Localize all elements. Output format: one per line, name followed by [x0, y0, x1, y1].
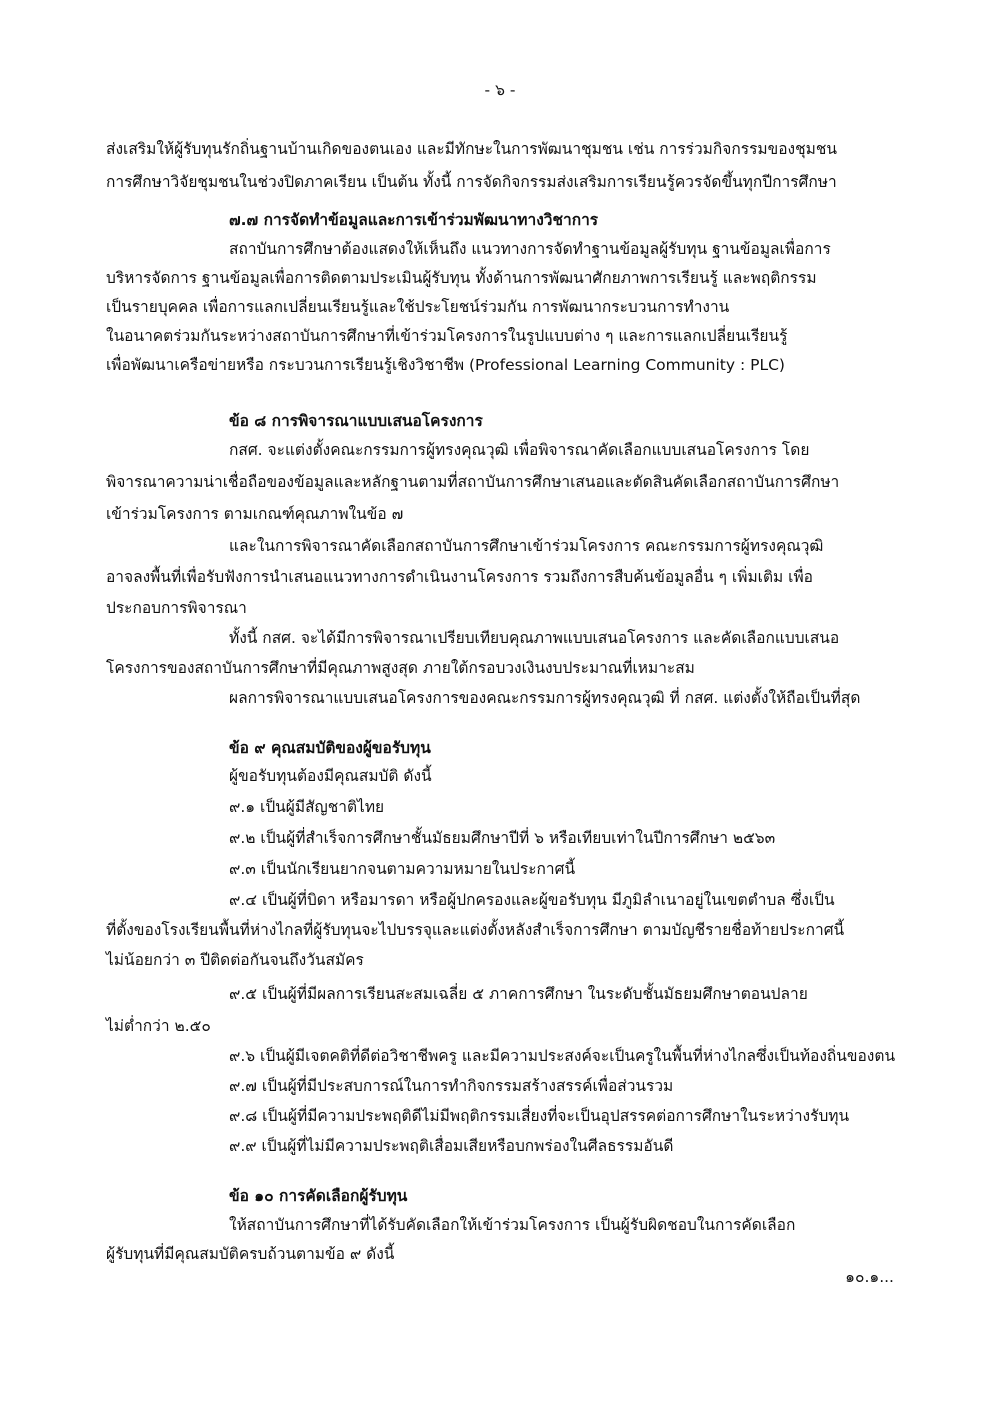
section-8-p1-line-3: เข้าร่วมโครงการ ตามเกณฑ์คุณภาพในข้อ ๗ [106, 505, 404, 523]
intro-line-2: การศึกษาวิจัยชุมชนในช่วงปิดภาคเรียน เป็นต้น ทั้งนี้ การจัดกิจกรรมส่งเสริมการเรียนรู้ควรจัดขึ้นทุกปีการศึกษา [106, 173, 837, 191]
page-number: - ๖ - [484, 81, 516, 99]
section-8-p2-line-2: อาจลงพื้นที่เพื่อรับฟังการนำเสนอแนวทางการดำเนินงานโครงการ รวมถึงการสืบค้นข้อมูลอื่น ๆ เพิ่มเติม เพื่อ [106, 568, 813, 586]
section-7-7-line-4: ในอนาคตร่วมกันระหว่างสถาบันการศึกษาที่เข้าร่วมโครงการในรูปแบบต่าง ๆ และการแลกเปลี่ยนเรียนรู้ [106, 327, 788, 345]
section-10-line-2: ผู้รับทุนที่มีคุณสมบัติครบถ้วนตามข้อ ๙ ดังนี้ [106, 1245, 395, 1263]
section-8-p1-line-1: กสศ. จะแต่งตั้งคณะกรรมการผู้ทรงคุณวุฒิ เพื่อพิจารณาคัดเลือกแบบเสนอโครงการ โดย [229, 441, 810, 459]
section-8-p1-line-2: พิจารณาความน่าเชื่อถือของข้อมูลและหลักฐานตามที่สถาบันการศึกษาเสนอและตัดสินคัดเลือกสถาบันการศึกษา [106, 473, 840, 491]
section-9-item-6: ๙.๖ เป็นผู้มีเจตคติที่ดีต่อวิชาชีพครู และมีความประสงค์จะเป็นครูในพื้นที่ห่างไกลซึ่งเป็นท้องถิ่นของตน [229, 1047, 896, 1065]
section-10-heading: ข้อ ๑๐ การคัดเลือกผู้รับทุน [229, 1187, 408, 1205]
section-9-item-8: ๙.๘ เป็นผู้ที่มีความประพฤติดีไม่มีพฤติกรรมเสี่ยงที่จะเป็นอุปสรรคต่อการศึกษาในระหว่างรับทุน [229, 1107, 850, 1125]
section-7-7-line-1: สถาบันการศึกษาต้องแสดงให้เห็นถึง แนวทางการจัดทำฐานข้อมูลผู้รับทุน ฐานข้อมูลเพื่อการ [229, 240, 831, 258]
section-8-p2-line-1: และในการพิจารณาคัดเลือกสถาบันการศึกษาเข้าร่วมโครงการ คณะกรรมการผู้ทรงคุณวุฒิ [229, 537, 824, 555]
section-9-item-2: ๙.๒ เป็นผู้ที่สำเร็จการศึกษาชั้นมัธยมศึกษาปีที่ ๖ หรือเทียบเท่าในปีการศึกษา ๒๕๖๓ [229, 829, 776, 847]
section-9-heading: ข้อ ๙ คุณสมบัติของผู้ขอรับทุน [229, 739, 431, 757]
section-9-item-4-line-1: ๙.๔ เป็นผู้ที่บิดา หรือมารดา หรือผู้ปกครองและผู้ขอรับทุน มีภูมิลำเนาอยู่ในเขตตำบล ซึ่งเป็น [229, 891, 835, 909]
section-7-7-line-3: เป็นรายบุคคล เพื่อการแลกเปลี่ยนเรียนรู้และใช้ประโยชน์ร่วมกัน การพัฒนากระบวนการทำงาน [106, 298, 730, 316]
continuation-marker: ๑๐.๑... [845, 1268, 894, 1286]
intro-line-1: ส่งเสริมให้ผู้รับทุนรักถิ่นฐานบ้านเกิดของตนเอง และมีทักษะในการพัฒนาชุมชน เช่น การร่วมกิจกรรมของชุมชน [106, 140, 837, 158]
section-7-7-heading: ๗.๗ การจัดทำข้อมูลและการเข้าร่วมพัฒนาทางวิชาการ [229, 211, 599, 229]
section-9-item-5-line-2: ไม่ต่ำกว่า ๒.๕๐ [106, 1017, 211, 1035]
section-8-heading: ข้อ ๘ การพิจารณาแบบเสนอโครงการ [229, 412, 483, 430]
section-8-p3-line-2: โครงการของสถาบันการศึกษาที่มีคุณภาพสูงสุด ภายใต้กรอบวงเงินงบประมาณที่เหมาะสม [106, 659, 695, 677]
section-9-item-9: ๙.๙ เป็นผู้ที่ไม่มีความประพฤติเสื่อมเสียหรือบกพร่องในศีลธรรมอันดี [229, 1137, 674, 1155]
section-10-line-1: ให้สถาบันการศึกษาที่ได้รับคัดเลือกให้เข้าร่วมโครงการ เป็นผู้รับผิดชอบในการคัดเลือก [229, 1216, 796, 1234]
section-7-7-line-5: เพื่อพัฒนาเครือข่ายหรือ กระบวนการเรียนรู้เชิงวิชาชีพ (Professional Learning Community : PLC) [106, 356, 785, 374]
section-7-7-line-2: บริหารจัดการ ฐานข้อมูลเพื่อการติดตามประเมินผู้รับทุน ทั้งด้านการพัฒนาศักยภาพการเรียนรู้ และพฤติกรรม [106, 269, 817, 287]
section-9-item-1: ๙.๑ เป็นผู้มีสัญชาติไทย [229, 798, 385, 816]
section-8-p4: ผลการพิจารณาแบบเสนอโครงการของคณะกรรมการผู้ทรงคุณวุฒิ ที่ กสศ. แต่งตั้งให้ถือเป็นที่สุด [229, 689, 861, 707]
section-9-item-7: ๙.๗ เป็นผู้ที่มีประสบการณ์ในการทำกิจกรรมสร้างสรรค์เพื่อส่วนรวม [229, 1077, 674, 1095]
section-9-item-4-line-3: ไม่น้อยกว่า ๓ ปีติดต่อกันจนถึงวันสมัคร [106, 951, 364, 969]
section-9-item-3: ๙.๓ เป็นนักเรียนยากจนตามความหมายในประกาศนี้ [229, 860, 576, 878]
section-9-item-5-line-1: ๙.๕ เป็นผู้ที่มีผลการเรียนสะสมเฉลี่ย ๕ ภาคการศึกษา ในระดับชั้นมัธยมศึกษาตอนปลาย [229, 985, 808, 1003]
section-8-p3-line-1: ทั้งนี้ กสศ. จะได้มีการพิจารณาเปรียบเทียบคุณภาพแบบเสนอโครงการ และคัดเลือกแบบเสนอ [229, 629, 840, 647]
section-9-intro: ผู้ขอรับทุนต้องมีคุณสมบัติ ดังนี้ [229, 767, 432, 785]
section-9-item-4-line-2: ที่ตั้งของโรงเรียนพื้นที่ห่างไกลที่ผู้รับทุนจะไปบรรจุและแต่งตั้งหลังสำเร็จการศึกษา ตามบัญชีรายชื่อท้ายประกาศนี้ [106, 921, 845, 939]
section-8-p2-line-3: ประกอบการพิจารณา [106, 599, 247, 617]
